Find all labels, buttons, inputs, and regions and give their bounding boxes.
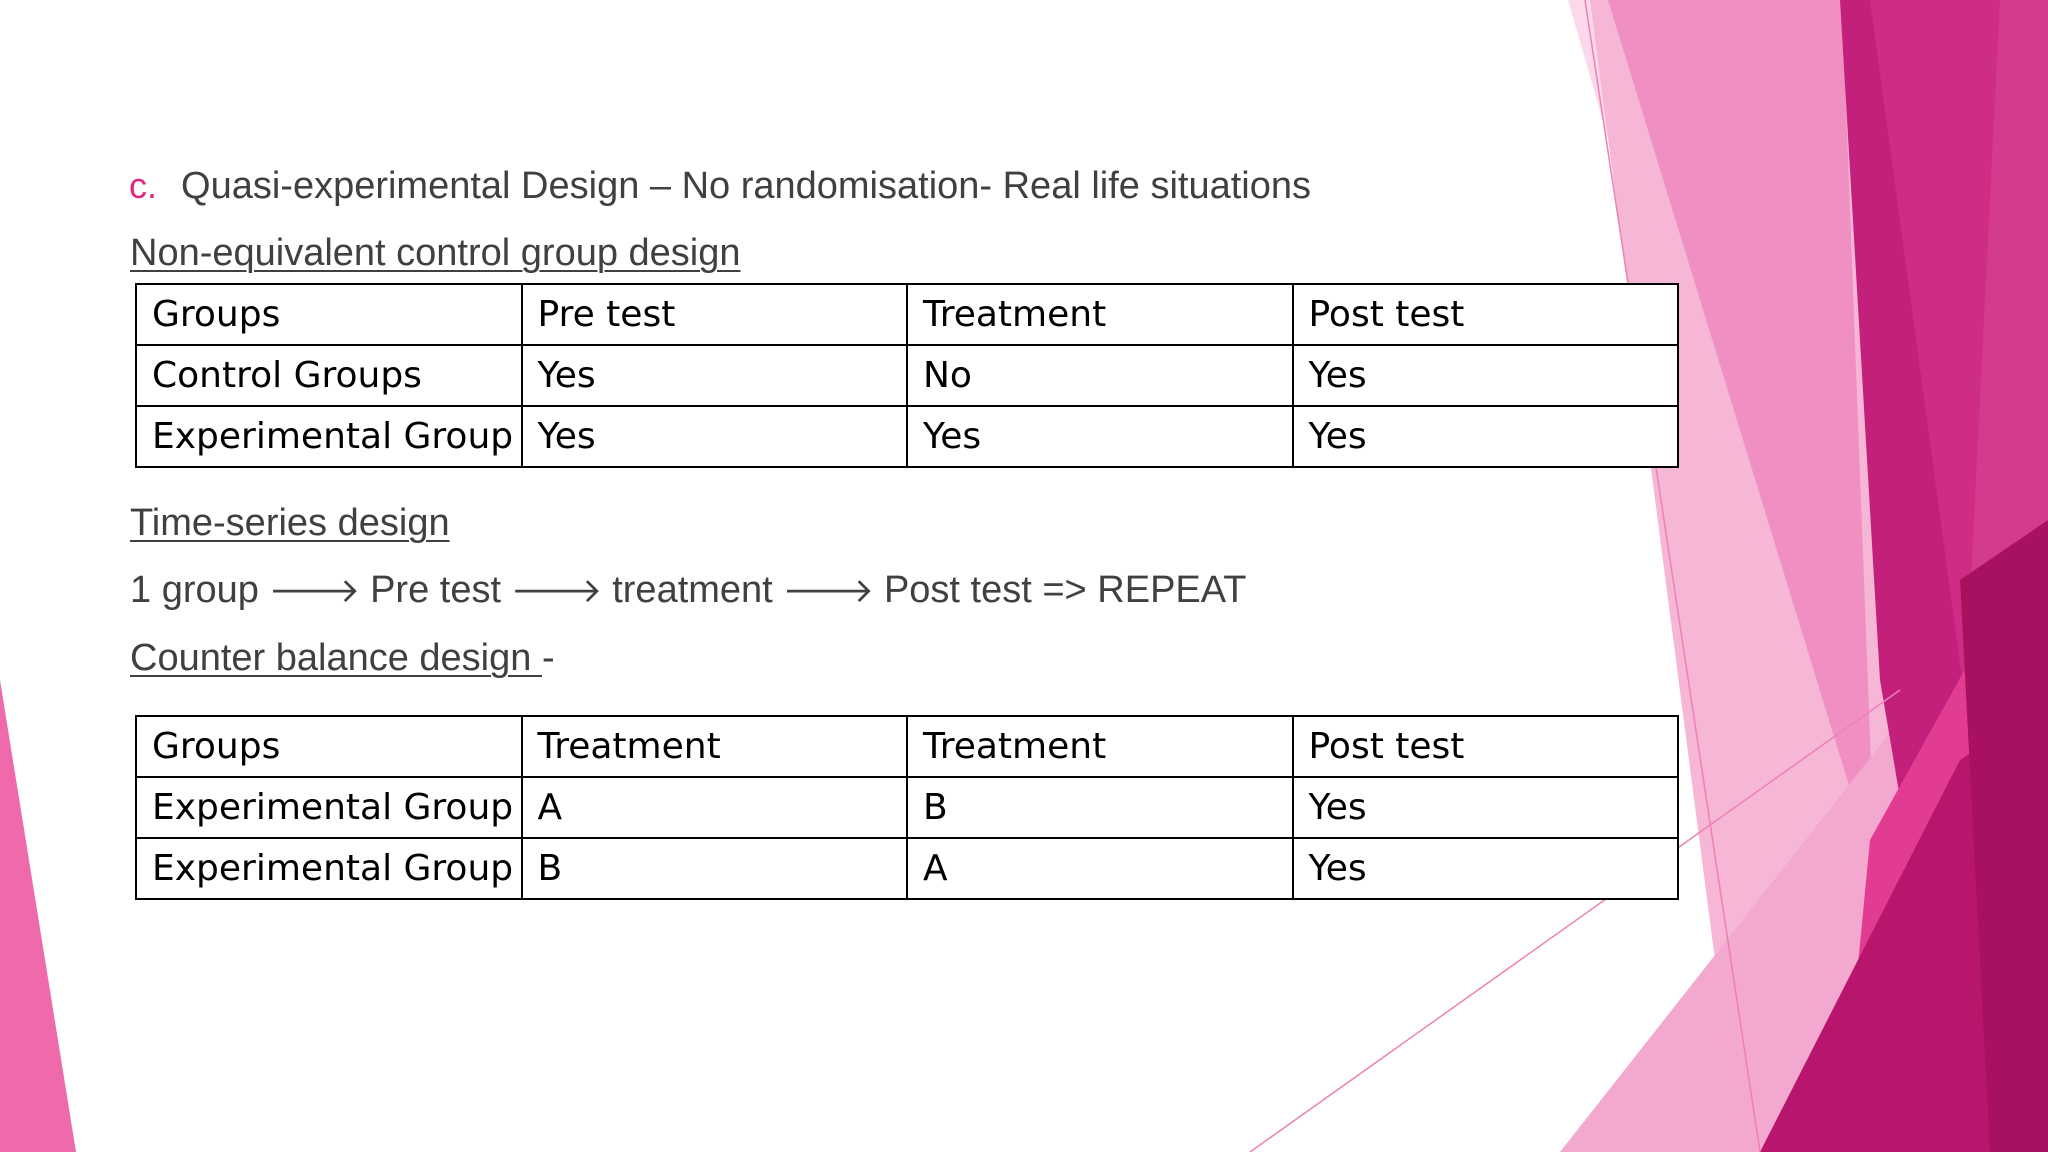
table-cell: Groups	[136, 284, 522, 345]
heading-text: Quasi-experimental Design – No randomisation- Real life situations	[181, 165, 1311, 207]
table-cell: Control Groups	[136, 345, 522, 406]
table-cell: A	[522, 777, 908, 838]
table-cell: A	[907, 838, 1293, 899]
non-equivalent-design-table	[135, 283, 1679, 468]
table-row	[136, 838, 1678, 899]
title-dash: -	[541, 637, 555, 679]
arrow-right-icon: 🡒	[268, 571, 361, 611]
heading-list-marker: c.	[129, 165, 158, 206]
counter-balance-design-table	[135, 715, 1679, 900]
table-cell: Yes	[1293, 345, 1679, 406]
table-row	[136, 284, 1678, 345]
table-cell: Pre test	[522, 284, 908, 345]
slide-heading	[129, 162, 1311, 210]
table-cell: Yes	[522, 345, 908, 406]
section-title-counter-balance-line	[130, 634, 555, 682]
table-cell: Post test	[1293, 716, 1679, 777]
table-row	[136, 777, 1678, 838]
section-title-non-equivalent: Non-equivalent control group design	[130, 232, 741, 274]
table-row	[136, 716, 1678, 777]
table-cell: Groups	[136, 716, 522, 777]
table-cell: No	[907, 345, 1293, 406]
section-title-counter-balance: Counter balance design	[130, 637, 542, 679]
table-cell: Experimental Group	[136, 777, 522, 838]
table-cell: Experimental Group	[136, 406, 522, 467]
table-row	[136, 345, 1678, 406]
arrow-right-icon: 🡒	[782, 571, 874, 611]
table-cell: B	[907, 777, 1293, 838]
table-row	[136, 406, 1678, 467]
table-cell: Experimental Group	[136, 838, 522, 899]
time-series-flow	[130, 566, 1247, 615]
table-cell: Treatment	[907, 284, 1293, 345]
table-cell: Post test	[1293, 284, 1679, 345]
flow-step: Post test => REPEAT	[883, 569, 1247, 611]
arrow-right-icon: 🡒	[511, 571, 603, 611]
table-cell: Yes	[522, 406, 908, 467]
table-cell: Treatment	[522, 716, 908, 777]
flow-step: 1 group	[130, 569, 259, 611]
table-cell: B	[522, 838, 908, 899]
section-title-time-series: Time-series design	[130, 502, 450, 544]
table-cell: Yes	[907, 406, 1293, 467]
table-cell: Yes	[1293, 406, 1679, 467]
table-cell: Treatment	[907, 716, 1293, 777]
table-cell: Yes	[1293, 777, 1679, 838]
flow-step: Pre test	[370, 569, 502, 611]
flow-step: treatment	[612, 569, 773, 611]
table-cell: Yes	[1293, 838, 1679, 899]
